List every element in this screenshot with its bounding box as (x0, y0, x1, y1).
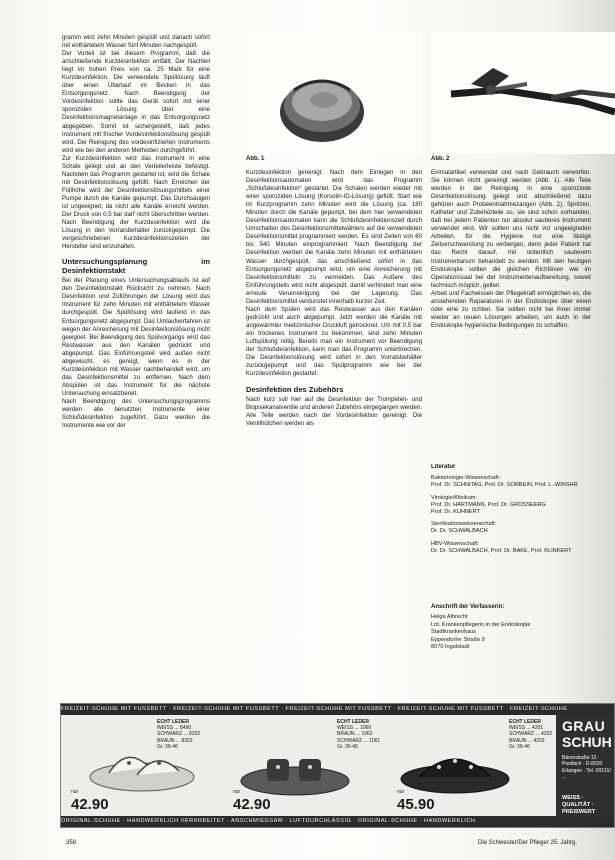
figure-1-photo (246, 32, 422, 154)
literature-group (431, 475, 596, 489)
shoe-advertisement (60, 703, 615, 828)
literature-line: Prof. Dr. KUHNERT (431, 509, 481, 516)
offer-details (509, 719, 552, 750)
text-column-middle (246, 169, 422, 681)
address-line: Stadtkrankenhaus (431, 629, 477, 636)
offer-details (157, 719, 200, 750)
paragraph: Nach dem Spülen wird das Restwasser aus den Kanälen gedrückt und auch abgepumpt. Jetzt werden die Kanäle mit angewärmter medizinischer Druckluft getrocknet. Um mit 0,5 bar ein trockenes Instrument zu bekommen, sind zehn Minuten Luftspülung nötig. Bereits man ein Instrument vor Beendigung der Schlußdesinfektion, kann man das Programm unterbrechen. Die Desinfektionslösung wird sofort in den Vorratsbehälter zurückgepumpt und das Spülprogramm wie bei der Kurzdesinfektion gestartet. (246, 305, 422, 378)
literature-group (431, 541, 596, 555)
address-line: Ltd. Krankenpflegerin in der Endoskopie (431, 621, 531, 628)
brand-details: Bärenstraße 12 · Postfach · D-8520 Erlangen · Tel. 09131/ ... (562, 755, 611, 781)
offer-details (337, 719, 380, 750)
offer-line: WEISS ... 1060 (337, 725, 372, 732)
section-heading: Desinfektion des Zubehörs (246, 385, 344, 395)
text-column-left (62, 34, 210, 674)
offer-line: Gr. 36-46 (337, 743, 358, 750)
literature-group (431, 495, 596, 517)
address-line: Helga Albrecht (431, 614, 468, 621)
figure-1-caption: Abb. 1 (246, 156, 265, 162)
offer-line: SCHWARZ ... 8202 (157, 731, 201, 738)
ad-offer (65, 717, 235, 817)
paragraph: Nach kurz soll hier auf die Desinfektion der Trompeten- und Biopsiekanalventile und anderen Zubehörs eingegangen werden. Alle Teile werden nach der Vordesinfektion gereinigt. Die Ventilhütchen werden als (246, 396, 422, 428)
page-number: 358 (66, 840, 77, 846)
literature-line: Virologie/Klinikum: (431, 494, 477, 501)
figure-2-photo (431, 32, 615, 154)
ad-bottom-strip: ORIGINAL-SCHUHE · HANDWERKLICH VERARBEITET · ANSCHMIEGSAM · LUFTDURCHLÄSSIG · ORIGINAL-SCHUHE · HANDWERKLICH (61, 816, 614, 827)
paragraph: Kurzdesinfektion gereinigt. Nach dem Einlegen in den Desinfektionsautomaten wird das Programm „Schlußdesinfektion“ gestartet. Die Schalen werden wieder mit einer sporoziden Lösung (Korsolin-ID-Lösung) gefüllt. Start wie im Kurzprogramm zehn Minuten wird die Lösung (ca. 180 Minuten durch die Kanäle gepumpt, bei dem hier verwendeten Desinfektionsautomaten kann die Schlußdesinfektionszeit durch Umschalten des Desinfektionsmittelwählers auf die verwendeten Desinfektionsmittel programmiert werden. Es sind Zeiten von 60 bis 540 Minuten einprogrammiert. Nach Beendigung der Desinfektion werden die Kanäle zehn Minuten mit enthärtetem Wasser durchgespült, das anschließend sofort in das Entsorgungsnetz abgepumpt wird, um eine Anreicherung mit Desinfektionsmitteln zu vermeiden. Das Außere des Einführungsteils wird nicht abgespült, damit verhindert man eine erneute Verunreinigung bei der Lagerung. Das Desinfektionsmittel verdunstet innerhalb kurzer Zeit. (246, 169, 422, 305)
literature-group (431, 521, 596, 535)
offer-line: Gr. 36-46 (509, 743, 530, 750)
literature-section (431, 464, 596, 560)
offer-line: WEISS ... 8490 (157, 725, 192, 732)
offer-line: SCHWARZ ... 1061 (337, 737, 381, 744)
footer-source: Die Schwester/Der Pfleger 25. Jahrg. (478, 840, 578, 846)
text-column-right (431, 169, 591, 459)
paragraph: gramm wird zehn Minuten gespült und danach sofort mit enthärtetem Wasser fünf Minuten nachgespült. (62, 34, 210, 50)
literature-line: Prof. Dr. HARTMANN, Prof. Dr. GROSSEERG (431, 501, 546, 508)
offer-line: BRAUN ... 1062 (337, 731, 373, 738)
ad-offer (393, 717, 563, 817)
figure-2-caption: Abb. 2 (431, 156, 450, 162)
sandal-image (239, 745, 351, 799)
paragraph: Zur Kurzdesinfektion wird das Instrument in eine Schale gelegt und an den Verteilerleiste befestigt. Nachdem das Programm gestartet ist, wird die Schale mit Desinfektionslösung gefüllt. Nach Erreichen der Füllhöhe wird der Desinfektionslösungsmittels einer Pumpe durch die Kanäle gepumpt. Das Durchsaugen ist ungeeignet, da nicht alle Kanäle erreicht werden. Der Druck von 0,5 bar darf nicht überschritten werden. Nach Beendigung der Kurzdesinfektion wird die Lösung in den Vorratsbehälter zurückgepumpt. Die vorgeschriebenen Kurzdesinfektionszeiten der Hersteller sind einzuhalten. (62, 154, 210, 251)
offer-price: 45.90 (397, 796, 435, 813)
literature-line: Dr. Dr. SCHWALBACH (431, 528, 488, 535)
literature-line: Prof. Dr. SCHNITAG, Prof. Dr. SORBEIN, Prof. L.-WINSHR (431, 482, 578, 489)
brand-name-2: SCHUH (562, 734, 612, 750)
offer-line: BRAUN ... 8303 (157, 737, 193, 744)
brand-name: GRAU (562, 718, 606, 734)
offer-line: Gr. 36-46 (157, 743, 178, 750)
offer-product: ECHT LEDER (337, 719, 369, 725)
offer-price: 42.90 (71, 796, 109, 813)
price-prefix: nur (233, 789, 241, 795)
paragraph: Nach Beendigung des Untersuchungsprogramms werden alle benutzten Instrumente einer Schlußdesinfektion zugeführt. Dazu werden die Instrumente wie vor der (62, 397, 210, 430)
price-prefix: nur (71, 789, 79, 795)
paragraph: Bei der Planung eines Untersuchungsablaufs ist auf den Desinfektionstakt Rücksicht zu nehmen. Nach Desinfektion und Zuführungen der Lösung wird das Instrument für zehn Minuten mit enthärtetem Wasser durchgespült. Die Spüllösung wird laufend in das Entsorgungsnetz abgepumpt. Das Umlaufverfahren ist wegen der Anreicherung mit Desinfektionslösung nicht geeignet. Bei Beendigung des Spülvorgangs wird das Restwasser aus den Kanälen gedrückt und abgepumpt. Das Einführungsteil wird außen nicht abgewischt, es genügt, wenn es in der Kurzdesinfektion mit Wasser nachbehandelt wird, um das Desinfektionsmittel zu entfernen. Nach dem Abspülen ist das Instrument für die nächste Untersuchung einsatzbereit. (62, 277, 210, 397)
offer-line: WEISS ... 4201 (509, 725, 544, 732)
brand-slogan: WEISS · QUALITÄT · PREISWERT (562, 795, 596, 815)
sandal-image (399, 741, 511, 797)
ad-top-strip: FREIZEIT-SCHUHE MIT FUSSBETT · FREIZEIT-SCHUHE MIT FUSSBETT · FREIZEIT-SCHUHE MIT FUSSBETT · FREIZEIT-SCHUHE MIT FUSSBETT · FREIZEIT-SCHUHE (61, 704, 614, 715)
literature-title: Literatur (431, 464, 456, 470)
literature-line: Dr. Dr. SCHWALBACH, Prof. Dr. BAKE, Prof. KLINKERT (431, 547, 572, 554)
section-heading: Untersuchungsplanung im Desinfektionstakt (62, 257, 210, 276)
brand-panel (556, 715, 614, 819)
address-line: Eppendorfer Straße 9 (431, 636, 485, 643)
paragraph: Der Vorteil ist bei diesem Programm, daß die anschließende Kurzdesinfektion entfällt. Der Nachteil liegt im hohen Preis von ca. 25 Mark für eine Kurzdesinfektion. Die verwendete Spüllösung läuft über einen Überlauf im Becken in das Entsorgungsnetz. Nach Beendigung der Vordesinfektion sollte das Gerät sofort mit einer sporoziden Lösung über eine Desinfektionsmagnetanlage in das Entsorgungsnetz abgegeben. Somit ist sichergestellt, daß jedes Instrument mit frischer Vordesinfektionslösung gespült wird. Die Reinigung des vordesinfizierten Instruments wird wie bei den anderen Methoden durchgeführt. (62, 50, 210, 154)
literature-line: Sterilisationswissenschaft: (431, 521, 497, 528)
offer-product: ECHT LEDER (509, 719, 541, 725)
literature-line: HBV-Wissenschaft: (431, 540, 479, 547)
address-line: 8070 Ingolstadt (431, 644, 470, 651)
literature-line: Bakteriologie-Wissenschaft: (431, 475, 501, 482)
author-address (431, 604, 591, 651)
ad-offer (229, 717, 399, 817)
paragraph: Einmalartikel verwendet und nach Gebrauch verworfen. Sie können nicht gereinigt werden (Abb. 1). Alle Teile werden in der Reinigung in eine sporoziode Desinfektionslösung gelegt und abschließend dazu gehören auch Probeentnahmezangen (Abb. 2), Spritzen, Katheter und Zubehörteile so, sie sind schon vorhanden, daß bei jedem Patienten nur absolut sauberes Instrument verwendet wird. Wir sollten uns nicht vor ungeeigneten Arbeiten, für die Hygiene nur eine lästige Zeitverschwendung zu verbergen, denn jeder Patient hat das Recht darauf, mit ordentlich sauberem Instrumentarium behandelt zu werden. Mit den heutigen Endoskopie sollten die gleichen Richtlinien wie im Operationssaal bei der Instrumentenaufbereitung, soweit technisch möglich, gelten. (431, 169, 591, 289)
price-prefix: nur (397, 789, 405, 795)
address-title: Anschrift der Verfasserin: (431, 604, 505, 610)
offer-price: 42.90 (233, 796, 271, 813)
offer-line: SCHWARZ ... 4202 (509, 731, 553, 738)
paragraph: Arbeit und Fachwissen der Pflegekraft ermöglichen es, die anstehenden Reparaturen in der Endoskopie über einen oder eine zu richten. Sie sollten nicht bei ihren immer wieder an neuen Lösungen arbeiten, um auch in der Endoskopie hygienische Bedingungen zu schaffen. (431, 289, 591, 329)
offer-product: ECHT LEDER (157, 719, 189, 725)
offer-line: BRAUN ... 4203 (509, 737, 545, 744)
